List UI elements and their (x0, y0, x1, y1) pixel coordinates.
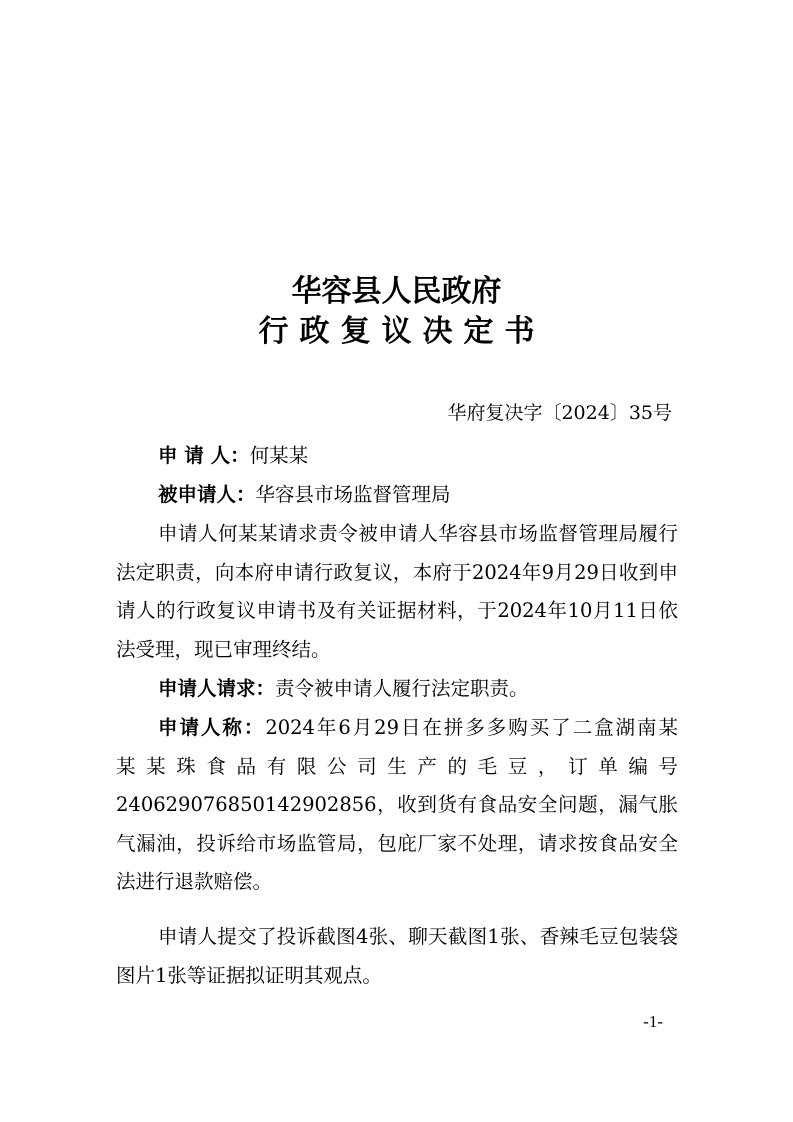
request-label: 申请人请求： (158, 677, 276, 700)
respondent-name: 华容县市场监督管理局 (255, 483, 451, 506)
request-text: 责令被申请人履行法定职责。 (275, 677, 529, 700)
claim-label: 申请人称： (158, 716, 266, 739)
claim-paragraph (116, 709, 678, 902)
claim-line-2: 某某珠食品有限公司生产的毛豆，订单编号 (116, 754, 678, 778)
document-title-line1: 华容县人民政府 (291, 274, 502, 309)
applicant-name: 何某某 (249, 444, 309, 467)
claim-line1-text: 2024年6月29日在拼多多购买了二盒湖南某 (265, 716, 678, 739)
intro-paragraph: 申请人何某某请求责令被申请人华容县市场监督管理局履行法定职责，向本府申请行政复议，本府于2024年9月29日收到申请人的行政复议申请书及有关证据材料，于2024年10月11日依法受理，现已审理终结。 (116, 522, 678, 661)
evidence-paragraph: 申请人提交了投诉截图4张、聊天截图1张、香辣毛豆包装袋图片1张等证据拟证明其观点。 (116, 925, 678, 987)
applicant-line (116, 437, 678, 476)
claim-rest: 240629076850142902856，收到货有食品安全问题，漏气胀气漏油，投诉给市场监管局，包庇厂家不处理，请求按食品安全法进行退款赔偿。 (116, 793, 678, 894)
document-title-line2: 行政复议决定书 (258, 314, 546, 349)
page-number: -1- (643, 1012, 663, 1031)
respondent-line (116, 476, 678, 515)
request-paragraph (116, 670, 678, 709)
document-number: 华府复决字〔2024〕35号 (447, 402, 672, 424)
applicant-label: 申 请 人： (158, 444, 250, 467)
claim-line-1 (116, 709, 678, 748)
respondent-label: 被申请人： (158, 483, 256, 506)
